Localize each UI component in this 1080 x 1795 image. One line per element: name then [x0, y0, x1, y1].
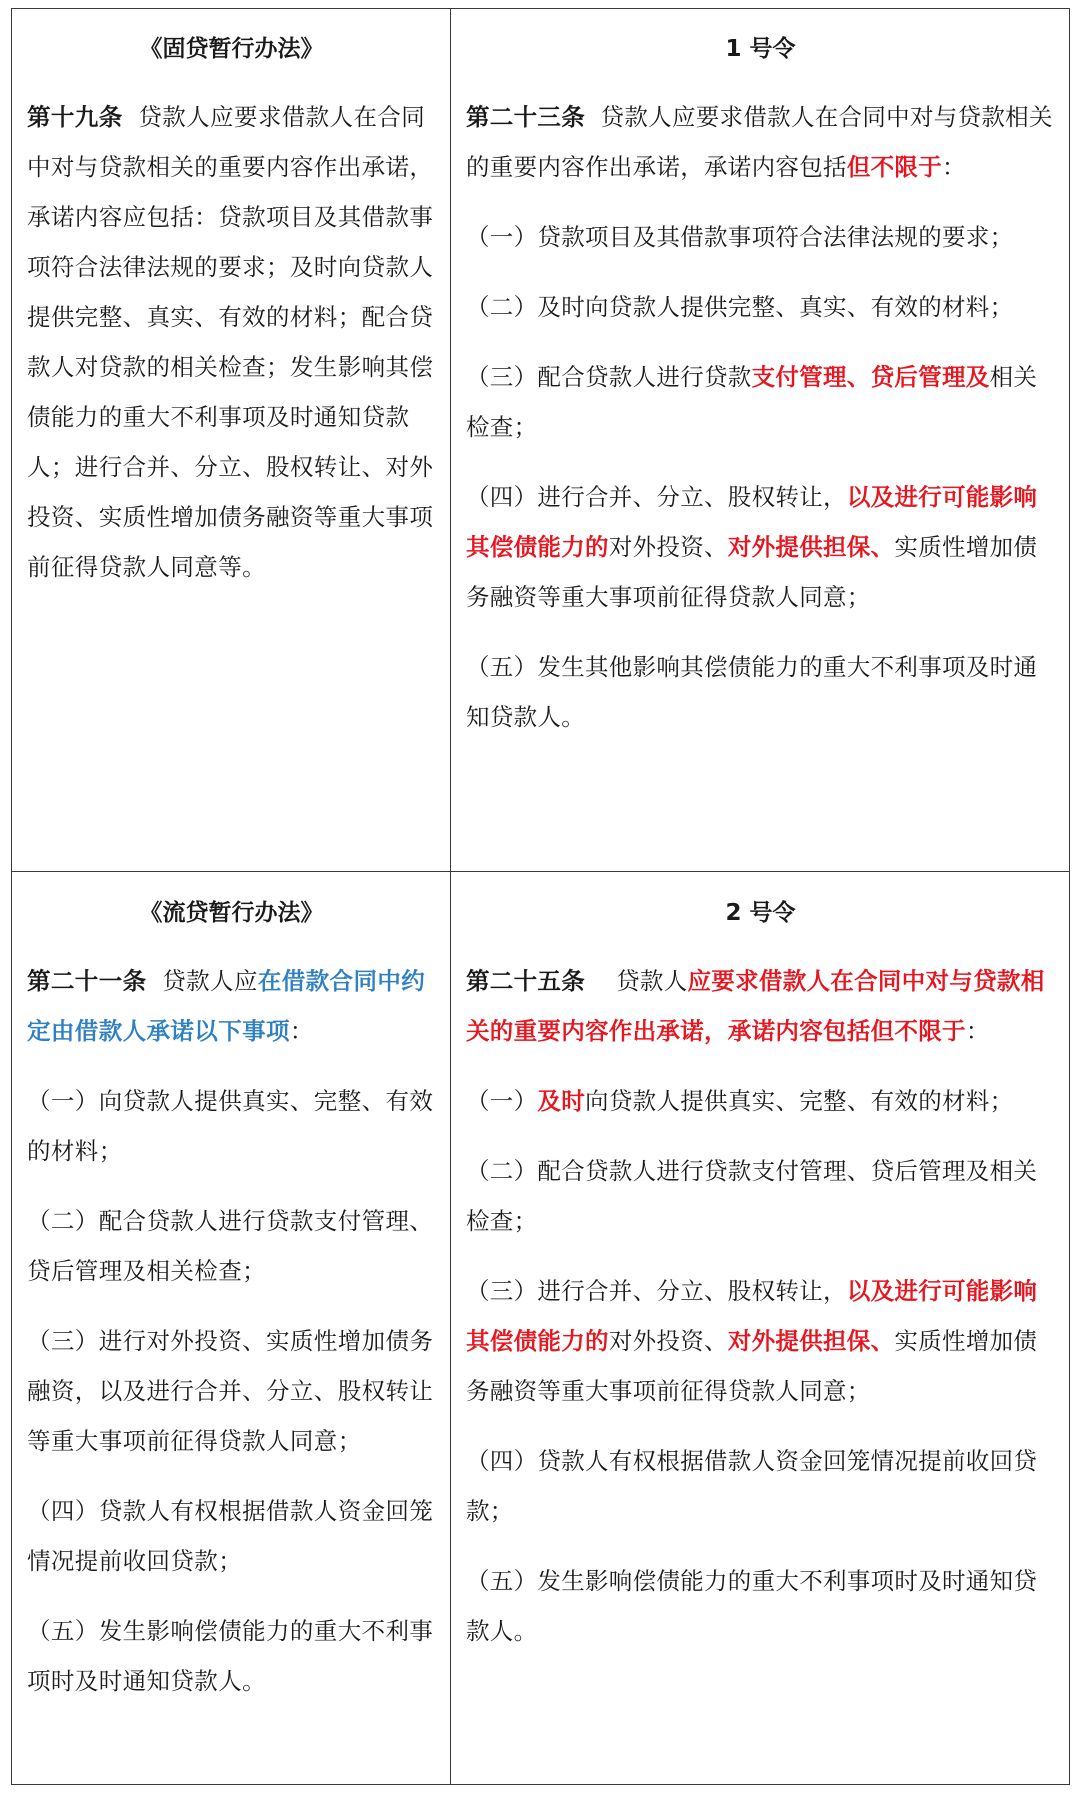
- highlight-text: 及时: [537, 1087, 586, 1115]
- item-text: （一）: [466, 1087, 538, 1115]
- list-item: [466, 1076, 1055, 1126]
- highlight-text: 对外提供担保、: [727, 533, 895, 561]
- intro-text: 贷款人应要求借款人在合同中对与贷款相关的重要内容作出承诺，承诺内容包括: [466, 103, 1053, 181]
- article-label: 第二十五条: [466, 967, 585, 995]
- list-item: （四）贷款人有权根据借款人资金回笼情况提前收回贷款；: [466, 1447, 1038, 1525]
- list-item: （五）发生影响偿债能力的重大不利事项时及时通知贷款人。: [466, 1567, 1038, 1645]
- comparison-table: [11, 8, 1070, 1785]
- cell-title: 《流贷暂行办法》: [139, 900, 324, 926]
- article-label: 第二十三条: [466, 103, 585, 131]
- list-item: （二）配合贷款人进行贷款支付管理、贷后管理及相关检查；: [27, 1207, 434, 1285]
- list-item: [466, 1266, 1055, 1416]
- list-item: （三）进行对外投资、实质性增加债务融资，以及进行合并、分立、股权转让等重大事项前征得贷款人同意；: [27, 1327, 434, 1455]
- highlight-text: 对外提供担保、: [727, 1327, 895, 1355]
- cell-order-2: [451, 873, 1069, 1783]
- article-body: 贷款人应要求借款人在合同中对与贷款相关的重要内容作出承诺，承诺内容应包括：贷款项目及其借款事项符合法律法规的要求；及时向贷款人提供完整、真实、有效的材料；配合贷款人对贷款的相关检查；发生影响其偿债能力的重大不利事项及时通知贷款人；进行合并、分立、股权转让、对外投资、实质性增加债务融资等重大事项前征得贷款人同意等。: [27, 103, 434, 581]
- intro-text: ：: [942, 153, 966, 181]
- item-text: 相关检查；: [466, 363, 1038, 441]
- article-intro: [27, 956, 436, 1056]
- list-item: （一）向贷款人提供真实、完整、有效的材料；: [27, 1087, 434, 1165]
- intro-text: 贷款人: [616, 967, 688, 995]
- article-label: 第二十一条: [27, 967, 147, 995]
- cell-title: 2 号令: [725, 900, 796, 926]
- list-item: （四）贷款人有权根据借款人资金回笼情况提前收回贷款；: [27, 1497, 434, 1575]
- article-label: 第十九条: [27, 103, 123, 131]
- highlight-text: 但不限于: [846, 153, 943, 181]
- highlight-text: 应要求借款人在合同中对与贷款相关的重要内容作出承诺，承诺内容包括但不限于: [466, 967, 1045, 1045]
- list-item: （二）及时向贷款人提供完整、真实、有效的材料；: [466, 293, 1014, 321]
- item-text: 对外投资、: [608, 1327, 728, 1355]
- cell-fixed-asset-loan: [12, 9, 450, 871]
- highlight-text: 支付管理、贷后管理及: [751, 363, 990, 391]
- row-divider: [12, 871, 1069, 872]
- list-item: （二）配合贷款人进行贷款支付管理、贷后管理及相关检查；: [466, 1157, 1038, 1235]
- item-text: 实质性增加债务融资等重大事项前征得贷款人同意；: [466, 533, 1038, 611]
- cell-working-capital-loan: [12, 873, 450, 1783]
- list-item: （五）发生影响偿债能力的重大不利事项时及时通知贷款人。: [27, 1617, 434, 1695]
- item-text: 对外投资、: [608, 533, 728, 561]
- cell-order-1: [451, 9, 1069, 871]
- list-item: [466, 352, 1055, 452]
- highlight-text: 以及进行可能影响其偿债能力的: [466, 1277, 1038, 1355]
- intro-text: ：: [289, 1017, 314, 1045]
- highlight-text: 以及进行可能影响其偿债能力的: [466, 483, 1038, 561]
- article-intro: [466, 956, 1055, 1056]
- article-intro: [466, 92, 1055, 192]
- item-text: 实质性增加债务融资等重大事项前征得贷款人同意；: [466, 1327, 1038, 1405]
- item-text: 向贷款人提供真实、完整、有效的材料；: [585, 1087, 1014, 1115]
- cell-title: 1 号令: [725, 36, 796, 62]
- item-text: （三）配合贷款人进行贷款: [466, 363, 752, 391]
- highlight-text: 在借款合同中约定由借款人承诺以下事项: [27, 967, 426, 1045]
- intro-text: 贷款人应: [162, 967, 258, 995]
- article-paragraph: [27, 92, 436, 592]
- list-item: （一）贷款项目及其借款事项符合法律法规的要求；: [466, 223, 1014, 251]
- item-text: （四）进行合并、分立、股权转让，: [466, 483, 847, 511]
- item-text: （三）进行合并、分立、股权转让，: [466, 1277, 847, 1305]
- cell-title: 《固贷暂行办法》: [139, 36, 324, 62]
- list-item: （五）发生其他影响其偿债能力的重大不利事项及时通知贷款人。: [466, 653, 1038, 731]
- list-item: [466, 472, 1055, 622]
- intro-text: ：: [965, 1017, 990, 1045]
